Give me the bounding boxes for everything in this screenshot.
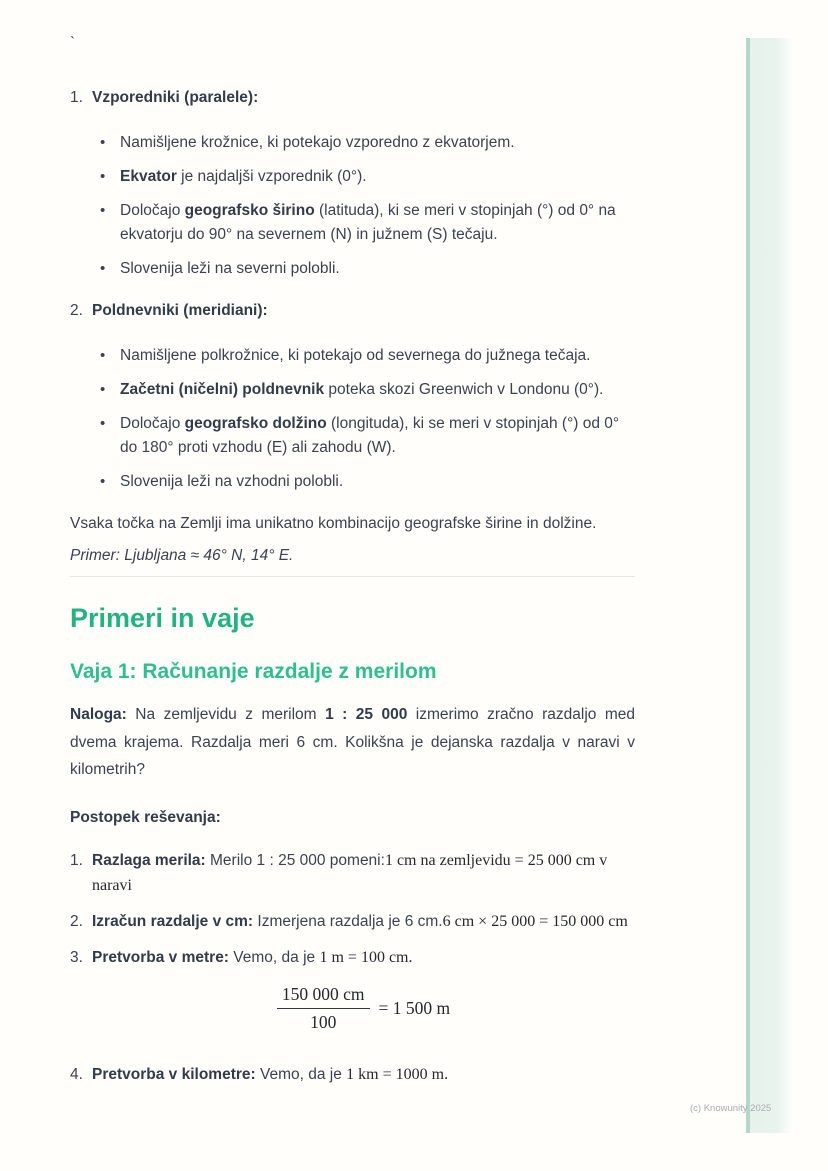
bullet-list (70, 344, 635, 494)
step-number: 3. (70, 948, 83, 966)
bullet-text: Začetni (ničelni) poldnevnik poteka skozi Greenwich v Londonu (0°). (120, 381, 604, 398)
bullet-text: Namišljene krožnice, ki potekajo vzporedno z ekvatorjem. (120, 134, 515, 151)
task-paragraph: Naloga: Na zemljevidu z merilom 1 : 25 000 izmerimo zračno razdaljo med dvema krajema. Razdalja meri 6 cm. Kolikšna je dejanska razdalja v naravi v kilometrih? (70, 706, 636, 778)
steps-list (70, 848, 635, 1087)
bullet-item (70, 378, 635, 402)
stray-character: ` (70, 34, 75, 51)
formula-numerator: 150 000 cm (277, 984, 370, 1009)
formula-fraction (277, 984, 370, 1033)
step-item (70, 945, 635, 1051)
bullet-item (70, 131, 635, 155)
bullet-dot-icon (100, 344, 120, 368)
outline-item (70, 86, 635, 281)
bullet-dot-icon (100, 412, 120, 460)
step-title: Razlaga merila: (92, 851, 206, 869)
step-title: Izračun razdalje v cm: (92, 912, 254, 930)
bullet-item (70, 344, 635, 368)
step-number: 4. (70, 1065, 83, 1083)
bullet-list (70, 131, 635, 281)
procedure-heading: Postopek reševanja: (70, 808, 221, 826)
outline-item-title: Poldnevniki (meridiani): (92, 302, 268, 319)
bullet-text: Ekvator je najdaljši vzporednik (0°). (120, 168, 367, 185)
bullet-dot-icon (100, 199, 120, 247)
outline-item-title-row (70, 299, 635, 323)
document-page (70, 0, 635, 1098)
bullet-item (70, 165, 635, 189)
bullet-text: Določajo geografsko širino (latituda), ki se meri v stopinjah (°) od 0° na ekvatorju do 90° na severnem (N) in južnem (S) tečaju. (120, 202, 616, 243)
outline-item-title-row (70, 86, 635, 110)
step-text: Pretvorba v metre: Vemo, da je 1 m = 100 cm. $\frac{150 000 cm}{100}$ = 1 500 m (92, 945, 635, 1051)
watermark: (c) Knowunity 2025 (690, 1103, 772, 1114)
bullet-dot-icon (100, 470, 120, 494)
step-item (70, 909, 635, 934)
formula-denominator: 100 (310, 1011, 337, 1032)
outline-item-number: 1. (70, 89, 83, 106)
bullet-item (70, 412, 635, 460)
step-title: Pretvorba v metre: (92, 948, 229, 966)
outline-item-title: Vzporedniki (paralele): (92, 89, 259, 106)
bullet-dot-icon (100, 378, 120, 402)
step-math: 1 m = 100 cm. (319, 948, 413, 966)
bullet-text: Slovenija leži na vzhodni polobli. (120, 473, 344, 490)
step-number: 1. (70, 851, 83, 869)
step-number: 2. (70, 912, 83, 930)
formula-block (92, 984, 635, 1033)
step-math: 6 cm × 25 000 = 150 000 cm (442, 912, 628, 930)
step-item (70, 1062, 635, 1087)
step-title: Pretvorba v kilometre: (92, 1065, 256, 1083)
step-math: 1 km = 1000 m. (346, 1065, 449, 1083)
step-text: Pretvorba v kilometre: Vemo, da je 1 km = 1000 m. (92, 1065, 449, 1083)
bullet-text: Slovenija leži na severni polobli. (120, 260, 340, 277)
section-heading: Primeri in vaje (70, 603, 255, 633)
example-note: Primer: Ljubljana ≈ 46° N, 14° E. (70, 547, 294, 564)
bullet-item (70, 199, 635, 247)
bullet-text: Določajo geografsko dolžino (longituda), ki se meri v stopinjah (°) od 0° do 180° proti vzhodu (E) ali zahodu (W). (120, 415, 620, 456)
task-label: Naloga: (70, 706, 127, 723)
bullet-item (70, 470, 635, 494)
bullet-item (70, 257, 635, 281)
outline-item-number: 2. (70, 302, 83, 319)
outline-item (70, 299, 635, 494)
formula-result: = 1 500 m (378, 997, 451, 1018)
section-divider (70, 576, 635, 577)
step-text: Izračun razdalje v cm: Izmerjena razdalja je 6 cm.6 cm × 25 000 = 150 000 cm (92, 912, 628, 930)
bullet-dot-icon (100, 131, 120, 155)
step-math: 1 cm na zemljevidu = 25 000 cm v naravi (92, 851, 608, 894)
summary-paragraph: Vsaka točka na Zemlji ima unikatno kombinacijo geografske širine in dolžine. (70, 515, 597, 532)
step-text: Razlaga merila: Merilo 1 : 25 000 pomeni:1 cm na zemljevidu = 25 000 cm v naravi (92, 851, 608, 894)
outline-list (70, 86, 635, 494)
bullet-dot-icon (100, 257, 120, 281)
bullet-dot-icon (100, 165, 120, 189)
exercise-heading: Vaja 1: Računanje razdalje z merilom (70, 660, 437, 683)
sidebar-accent-bar (746, 38, 793, 1133)
bullet-text: Namišljene polkrožnice, ki potekajo od severnega do južnega tečaja. (120, 347, 591, 364)
step-item (70, 848, 635, 898)
